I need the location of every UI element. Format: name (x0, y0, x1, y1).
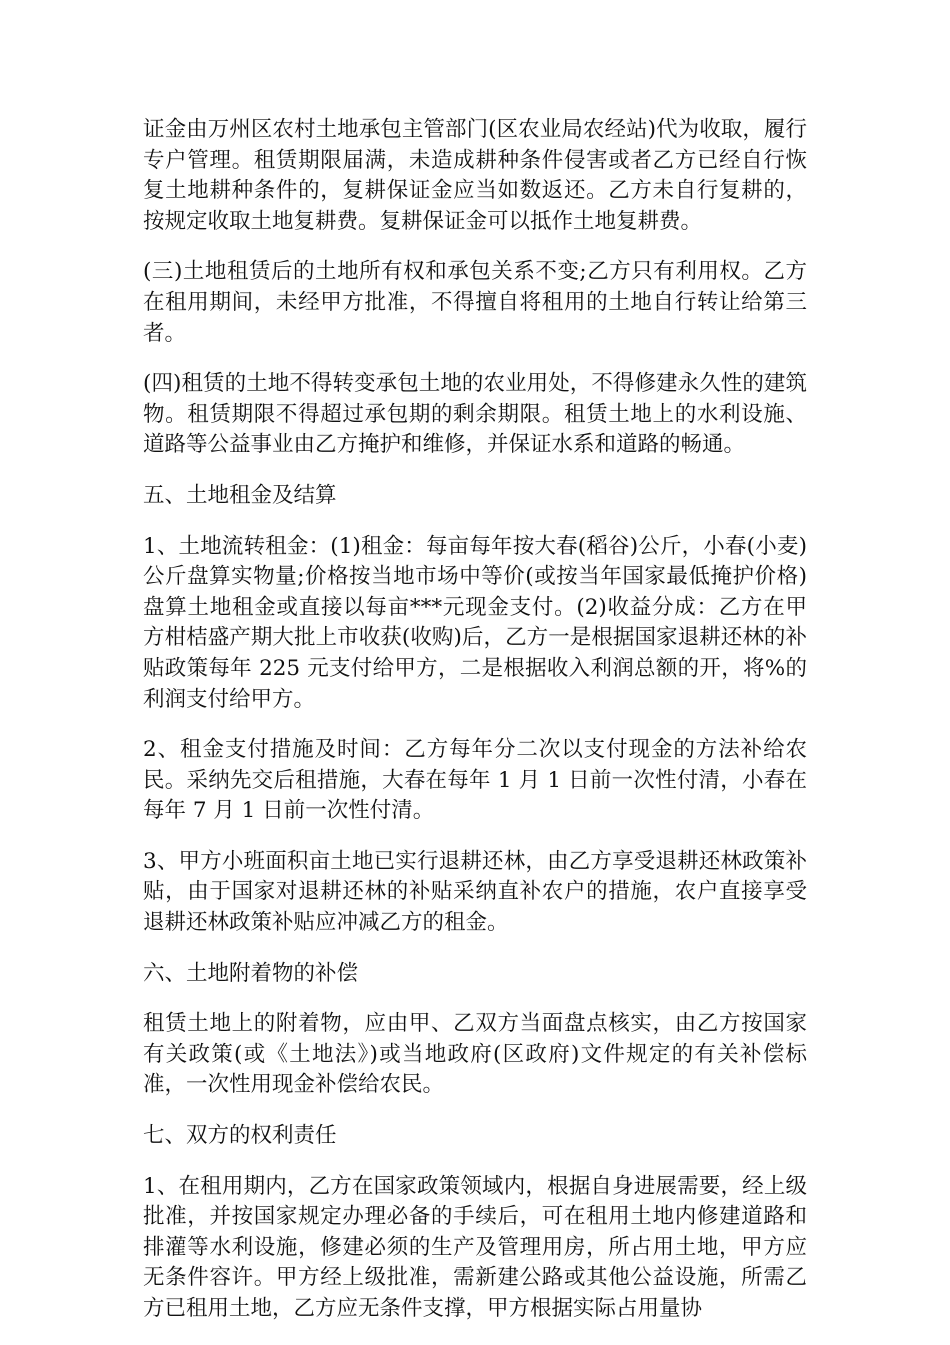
paragraph-rent-1: 1、土地流转租金：(1)租金：每亩每年按大春(稻谷)公斤，小春(小麦)公斤盘算实物量;价格按当地市场中等价(或按当年国家最低掩护价格)盘算土地租金或直接以每亩***元现金支付。(2)收益分成：乙方在甲方柑桔盛产期大批上市收获(收购)后，乙方一是根据国家退耕还林的补贴政策每年 225 元支付给甲方，二是根据收入利润总额的开，将%的利润支付给甲方。 (143, 533, 807, 712)
paragraph-rights-1: 1、在租用期内，乙方在国家政策领域内，根据自身进展需要，经上级批准，并按国家规定办理必备的手续后，可在租用土地内修建道路和排灌等水利设施，修建必须的生产及管理用房，所占用土地，甲方应无条件容许。甲方经上级批准，需新建公路或其他公益设施，所需乙方已租用土地，乙方应无条件支撑，甲方根据实际占用量协 (143, 1173, 807, 1321)
paragraph-deposit: 证金由万州区农村土地承包主管部门(区农业局农经站)代为收取，履行专户管理。租赁期限届满，未造成耕种条件侵害或者乙方已经自行恢复土地耕种条件的，复耕保证金应当如数返还。乙方未自行复耕的，按规定收取土地复耕费。复耕保证金可以抵作土地复耕费。 (143, 117, 807, 234)
paragraph-rent-3: 3、甲方小班面积亩土地已实行退耕还林，由乙方享受退耕还林政策补贴，由于国家对退耕还林的补贴采纳直补农户的措施，农户直接享受退耕还林政策补贴应冲减乙方的租金。 (143, 848, 807, 936)
paragraph-clause-3: (三)土地租赁后的土地所有权和承包关系不变;乙方只有利用权。乙方在租用期间，未经甲方批准，不得擅自将租用的土地自行转让给第三者。 (143, 259, 807, 346)
section-heading-6: 六、土地附着物的补偿 (143, 960, 359, 986)
paragraph-clause-4: (四)租赁的土地不得转变承包土地的农业用处，不得修建永久性的建筑物。租赁期限不得超过承包期的剩余期限。租赁土地上的水利设施、道路等公益事业由乙方掩护和维修，并保证水系和道路的畅通。 (143, 371, 807, 458)
section-heading-7: 七、双方的权利责任 (143, 1123, 337, 1149)
document-page (143, 115, 807, 1345)
section-heading-5: 五、土地租金及结算 (143, 482, 337, 508)
paragraph-rent-2: 2、租金支付措施及时间：乙方每年分二次以支付现金的方法补给农民。采纳先交后租措施，大春在每年 1 月 1 日前一次性付清，小春在每年 7 月 1 日前一次性付清。 (143, 737, 807, 824)
paragraph-compensation: 租赁土地上的附着物，应由甲、乙双方当面盘点核实，由乙方按国家有关政策(或《土地法》)或当地政府(区政府)文件规定的有关补偿标准，一次性用现金补偿给农民。 (143, 1011, 807, 1098)
